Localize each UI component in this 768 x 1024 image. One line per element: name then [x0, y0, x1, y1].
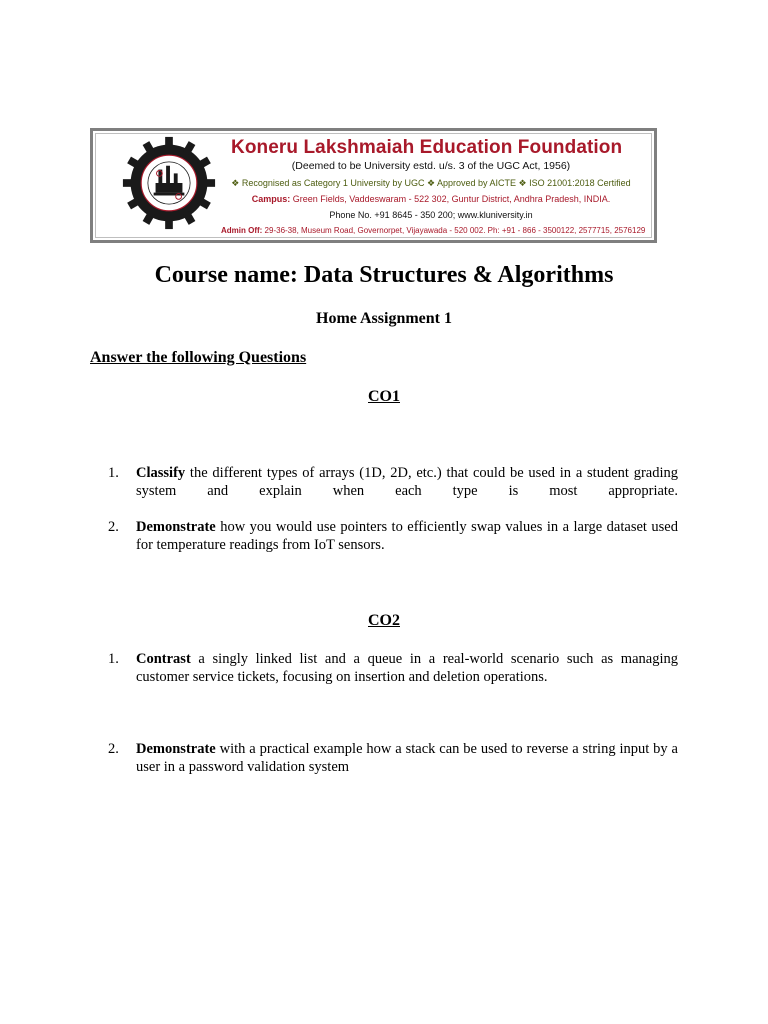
question-body: how you would use pointers to efficiently swap values in a large dataset used for temperature readings from IoT sensors.: [136, 519, 678, 553]
question-text: [136, 740, 678, 776]
deemed-university-line: (Deemed to be University estd. u/s. 3 of the UGC Act, 1956): [291, 160, 571, 172]
org-name: Koneru Lakshmaiah Education Foundation: [231, 137, 623, 158]
recognition-line: ❖ Recognised as Category 1 University by UGC ❖ Approved by AICTE ❖ ISO 21001:2018 Certified: [231, 178, 631, 188]
campus-line: [221, 194, 641, 204]
question-text: [136, 650, 678, 686]
co2-question-1: [108, 650, 678, 686]
co1-question-1: [108, 464, 678, 500]
admin-address: 29-36-38, Museum Road, Governorpet, Vijayawada - 520 002. Ph: +91 - 866 - 3500122, 2577715, 2576129: [262, 226, 646, 235]
question-number: 2.: [108, 519, 119, 535]
question-body: the different types of arrays (1D, 2D, etc.) that could be used in a student grading system and explain when each type is most appropriate.: [136, 465, 678, 499]
campus-address: Green Fields, Vaddeswaram - 522 302, Guntur District, Andhra Pradesh, INDIA.: [290, 194, 611, 204]
question-verb: Demonstrate: [136, 741, 216, 757]
co1-heading: CO1: [368, 388, 400, 405]
question-number: 1.: [108, 651, 119, 667]
assignment-title: Home Assignment 1: [316, 310, 452, 327]
course-title: Course name: Data Structures & Algorithms: [154, 262, 614, 288]
campus-label: Campus:: [251, 194, 291, 204]
co2-question-2: [108, 740, 678, 776]
question-body: with a practical example how a stack can be used to reverse a string input by a user in a password validation system: [136, 741, 678, 775]
question-verb: Contrast: [136, 651, 191, 667]
instructions-heading: Answer the following Questions: [90, 349, 307, 366]
co1-question-2: [108, 518, 678, 554]
question-body: a singly linked list and a queue in a real-world scenario such as managing customer service tickets, focusing on insertion and deletion operations.: [136, 651, 678, 685]
university-seal-logo: [121, 135, 217, 231]
question-verb: Demonstrate: [136, 519, 216, 535]
question-number: 2.: [108, 741, 119, 757]
question-number: 1.: [108, 465, 119, 481]
phone-line: Phone No. +91 8645 - 350 200; www.kluniversity.in: [329, 210, 533, 220]
question-verb: Classify: [136, 465, 186, 481]
admin-label: Admin Off:: [221, 226, 263, 235]
question-text: [136, 518, 678, 554]
question-text: [136, 464, 678, 500]
admin-office-line: [221, 226, 646, 235]
co2-heading: CO2: [368, 612, 400, 629]
letterhead-banner: [90, 128, 657, 243]
